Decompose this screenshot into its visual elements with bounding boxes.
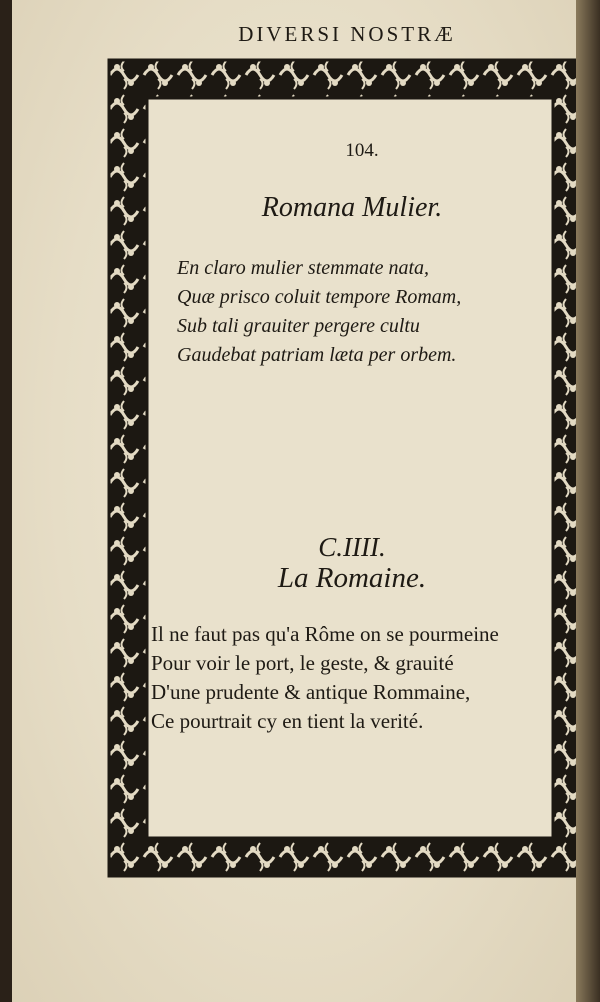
folio-number: 104.: [345, 140, 379, 161]
book-page: [12, 0, 582, 1002]
verse-line: Sub tali grauiter pergere cultu: [177, 315, 420, 337]
french-verse: [151, 620, 571, 736]
verse-line: Quæ prisco coluit tempore Romam,: [177, 286, 462, 308]
verse-line: Il ne faut pas qu'a Rôme on se pourmeine: [151, 622, 499, 646]
verse-line: D'une prudente & antique Rommaine,: [151, 680, 471, 704]
verse-line: Pour voir le port, le geste, & grauité: [151, 651, 454, 675]
verse-line: Gaudebat patriam læta per orbem.: [177, 344, 457, 366]
ornamental-border-icon: [107, 58, 593, 878]
latin-title: Romana Mulier.: [261, 192, 443, 223]
emblem-number: C.IIII.: [318, 532, 386, 562]
latin-verse: [177, 254, 507, 370]
verse-line: En claro mulier stemmate nata,: [177, 257, 430, 279]
verse-line: Ce pourtrait cy en tient la verité.: [151, 709, 424, 733]
book-spine-edge: [576, 0, 600, 1002]
french-title: La Romaine.: [277, 562, 427, 594]
running-head: DIVERSI NOSTRÆ: [238, 22, 456, 46]
